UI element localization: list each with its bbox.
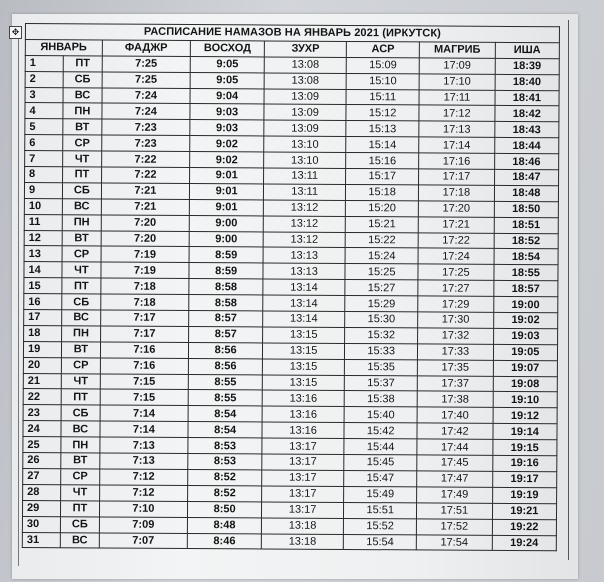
day-cell: 8 [25, 167, 63, 183]
sunrise-cell: 9:04 [190, 88, 264, 104]
weekday-cell: ПН [61, 437, 99, 453]
weekday-cell: ПТ [62, 278, 100, 294]
asr-cell: 15:20 [346, 200, 419, 216]
isha-cell: 18:54 [494, 249, 558, 265]
day-cell: 2 [25, 71, 63, 87]
isha-cell: 19:17 [492, 471, 556, 487]
maghrib-cell: 17:20 [418, 201, 494, 217]
column-header-month: ЯНВАРЬ [25, 39, 102, 55]
zuhr-cell: 13:17 [262, 470, 344, 486]
zuhr-cell: 13:15 [262, 343, 344, 359]
isha-cell: 18:57 [494, 281, 558, 297]
zuhr-cell: 13:14 [263, 279, 345, 295]
isha-cell: 19:19 [492, 487, 556, 503]
isha-cell: 19:03 [493, 328, 557, 344]
maghrib-cell: 17:54 [416, 534, 492, 550]
isha-cell: 19:22 [492, 519, 556, 535]
fajr-cell: 7:23 [101, 119, 190, 135]
zuhr-cell: 13:11 [264, 168, 346, 184]
isha-cell: 18:42 [495, 106, 559, 122]
sunrise-cell: 8:52 [188, 469, 262, 485]
fajr-cell: 7:12 [99, 485, 188, 501]
zuhr-cell: 13:09 [264, 104, 346, 120]
sunrise-cell: 8:52 [188, 485, 262, 501]
weekday-cell: СР [63, 135, 101, 151]
maghrib-cell: 17:27 [418, 280, 494, 296]
asr-cell: 15:17 [346, 168, 419, 184]
fajr-cell: 7:14 [100, 405, 189, 421]
day-cell: 9 [24, 182, 62, 198]
asr-cell: 15:42 [344, 423, 417, 439]
weekday-cell: СБ [61, 516, 99, 532]
zuhr-cell: 13:17 [262, 454, 344, 470]
zuhr-cell: 13:18 [261, 533, 343, 549]
weekday-cell: ПТ [63, 56, 101, 72]
fajr-cell: 7:17 [100, 310, 189, 326]
maghrib-cell: 17:24 [418, 248, 494, 264]
day-cell: 6 [25, 135, 63, 151]
day-cell: 13 [24, 246, 62, 262]
zuhr-cell: 13:16 [262, 390, 344, 406]
asr-cell: 15:54 [344, 534, 417, 550]
isha-cell: 18:39 [495, 58, 559, 74]
day-cell: 14 [24, 262, 62, 278]
maghrib-cell: 17:45 [417, 455, 493, 471]
fajr-cell: 7:25 [102, 72, 191, 88]
day-cell: 19 [23, 341, 61, 357]
column-header-isha: ИША [495, 42, 559, 58]
maghrib-cell: 17:47 [417, 471, 493, 487]
asr-cell: 15:10 [346, 73, 419, 89]
zuhr-cell: 13:18 [261, 518, 343, 534]
page-margin-line-left [18, 26, 19, 566]
maghrib-cell: 17:32 [418, 328, 494, 344]
sunrise-cell: 8:54 [188, 406, 262, 422]
isha-cell: 19:21 [492, 503, 556, 519]
fajr-cell: 7:13 [99, 437, 188, 453]
zuhr-cell: 13:09 [264, 89, 346, 105]
zuhr-cell: 13:17 [262, 438, 344, 454]
sunrise-cell: 8:53 [188, 454, 262, 470]
weekday-cell: ВС [63, 87, 101, 103]
fajr-cell: 7:18 [100, 278, 189, 294]
sunrise-cell: 8:57 [189, 326, 263, 342]
sunrise-cell: 8:58 [189, 295, 263, 311]
weekday-cell: ПТ [61, 500, 99, 516]
sunrise-cell: 8:58 [189, 279, 263, 295]
fajr-cell: 7:09 [99, 517, 188, 533]
maghrib-cell: 17:17 [419, 169, 495, 185]
sunrise-cell: 8:46 [188, 533, 262, 549]
zuhr-cell: 13:08 [264, 57, 346, 73]
fajr-cell: 7:14 [100, 421, 189, 437]
isha-cell: 19:12 [493, 408, 557, 424]
weekday-cell: СБ [61, 405, 99, 421]
zuhr-cell: 13:10 [264, 136, 346, 152]
sunrise-cell: 9:00 [189, 215, 263, 231]
asr-cell: 15:25 [345, 264, 418, 280]
sunrise-cell: 9:02 [190, 136, 264, 152]
isha-cell: 19:24 [492, 535, 556, 551]
fajr-cell: 7:15 [100, 374, 189, 390]
table-title: РАСПИСАНИЕ НАМАЗОВ НА ЯНВАРЬ 2021 (ИРКУТСК) [25, 24, 559, 43]
maghrib-cell: 17:16 [419, 153, 495, 169]
weekday-cell: СР [62, 357, 100, 373]
weekday-cell: ЧТ [62, 373, 100, 389]
prayer-schedule-table [22, 23, 560, 552]
maghrib-cell: 17:25 [418, 264, 494, 280]
asr-cell: 15:40 [344, 407, 417, 423]
sunrise-cell: 8:56 [189, 358, 263, 374]
fajr-cell: 7:15 [100, 389, 189, 405]
maghrib-cell: 17:42 [417, 423, 493, 439]
weekday-cell: ВТ [61, 453, 99, 469]
weekday-cell: СБ [63, 71, 101, 87]
isha-cell: 18:43 [494, 122, 558, 138]
isha-cell: 18:47 [494, 169, 558, 185]
asr-cell: 15:38 [344, 391, 417, 407]
page-margin-line-right [568, 20, 569, 560]
maghrib-cell: 17:22 [418, 232, 494, 248]
sunrise-cell: 8:56 [189, 342, 263, 358]
isha-cell: 19:02 [493, 312, 557, 328]
sunrise-cell: 9:01 [190, 199, 264, 215]
sunrise-cell: 8:53 [188, 438, 262, 454]
fajr-cell: 7:24 [101, 103, 190, 119]
weekday-cell: СБ [62, 294, 100, 310]
weekday-cell: ПН [62, 214, 100, 230]
sunrise-cell: 8:55 [189, 374, 263, 390]
isha-cell: 19:05 [493, 344, 557, 360]
sunrise-cell: 8:55 [188, 390, 262, 406]
sunrise-cell: 9:00 [189, 231, 263, 247]
asr-cell: 15:35 [345, 359, 418, 375]
isha-cell: 18:50 [494, 201, 558, 217]
maghrib-cell: 17:10 [419, 74, 495, 90]
asr-cell: 15:24 [345, 248, 418, 264]
fajr-cell: 7:12 [99, 469, 188, 485]
day-cell: 28 [23, 484, 61, 500]
weekday-cell: ЧТ [61, 485, 99, 501]
day-cell: 23 [23, 405, 61, 421]
day-cell: 26 [23, 453, 61, 469]
isha-cell: 18:41 [495, 90, 559, 106]
maghrib-cell: 17:30 [418, 312, 494, 328]
isha-cell: 19:08 [493, 376, 557, 392]
isha-cell: 18:44 [494, 138, 558, 154]
asr-cell: 15:11 [346, 89, 419, 105]
zuhr-cell: 13:09 [264, 120, 346, 136]
sunrise-cell: 9:05 [190, 72, 264, 88]
maghrib-cell: 17:52 [416, 519, 492, 535]
sunrise-cell: 9:01 [190, 168, 264, 184]
isha-cell: 18:55 [494, 265, 558, 281]
isha-cell: 19:10 [493, 392, 557, 408]
sunrise-cell: 9:03 [190, 120, 264, 136]
day-cell: 15 [24, 278, 62, 294]
maghrib-cell: 17:35 [417, 360, 493, 376]
weekday-cell: ПТ [61, 389, 99, 405]
zuhr-cell: 13:12 [263, 232, 345, 248]
asr-cell: 15:32 [345, 327, 418, 343]
weekday-cell: СР [61, 469, 99, 485]
day-cell: 3 [25, 87, 63, 103]
day-cell: 5 [25, 119, 63, 135]
maghrib-cell: 17:37 [417, 375, 493, 391]
fajr-cell: 7:20 [101, 215, 190, 231]
weekday-cell: ВС [61, 421, 99, 437]
day-cell: 24 [23, 421, 61, 437]
fajr-cell: 7:21 [101, 199, 190, 215]
day-cell: 25 [23, 437, 61, 453]
maghrib-cell: 17:33 [418, 344, 494, 360]
weekday-cell: ВТ [63, 119, 101, 135]
fajr-cell: 7:16 [100, 342, 189, 358]
sunrise-cell: 8:57 [189, 311, 263, 327]
maghrib-cell: 17:09 [419, 58, 495, 74]
isha-cell: 19:07 [493, 360, 557, 376]
asr-cell: 15:47 [344, 470, 417, 486]
asr-cell: 15:18 [346, 184, 419, 200]
day-cell: 4 [25, 103, 63, 119]
weekday-cell: ПН [63, 103, 101, 119]
sunrise-cell: 9:02 [190, 152, 264, 168]
asr-cell: 15:22 [345, 232, 418, 248]
fajr-cell: 7:25 [102, 56, 191, 72]
column-header-asr: АСР [347, 41, 420, 57]
zuhr-cell: 13:14 [263, 295, 345, 311]
table-row [22, 532, 556, 551]
zuhr-cell: 13:12 [263, 200, 345, 216]
zuhr-cell: 13:17 [261, 502, 343, 518]
day-cell: 7 [25, 151, 63, 167]
sunrise-cell: 8:59 [189, 263, 263, 279]
asr-cell: 15:51 [344, 502, 417, 518]
sunrise-cell: 9:03 [190, 104, 264, 120]
maghrib-cell: 17:49 [417, 487, 493, 503]
sunrise-cell: 9:05 [190, 56, 264, 72]
maghrib-cell: 17:40 [417, 407, 493, 423]
column-header-fajr: ФАДЖР [102, 40, 191, 56]
isha-cell: 18:48 [494, 185, 558, 201]
fajr-cell: 7:21 [101, 183, 190, 199]
maghrib-cell: 17:13 [419, 121, 495, 137]
isha-cell: 18:46 [494, 153, 558, 169]
fajr-cell: 7:18 [100, 294, 189, 310]
maghrib-cell: 17:44 [417, 439, 493, 455]
day-cell: 20 [23, 357, 61, 373]
asr-cell: 15:09 [347, 57, 420, 73]
zuhr-cell: 13:10 [264, 152, 346, 168]
sunrise-cell: 8:50 [188, 501, 262, 517]
weekday-cell: ЧТ [62, 262, 100, 278]
sunrise-cell: 8:48 [188, 517, 262, 533]
fajr-cell: 7:22 [101, 167, 190, 183]
column-header-sunrise: ВОСХОД [191, 40, 265, 56]
day-cell: 17 [24, 310, 62, 326]
day-cell: 30 [22, 516, 60, 532]
fajr-cell: 7:17 [100, 326, 189, 342]
fajr-cell: 7:07 [99, 532, 188, 548]
asr-cell: 15:45 [344, 455, 417, 471]
fajr-cell: 7:20 [101, 231, 190, 247]
isha-cell: 19:15 [493, 440, 557, 456]
zuhr-cell: 13:16 [262, 406, 344, 422]
sunrise-cell: 8:59 [189, 247, 263, 263]
table-move-handle-icon[interactable]: ✥ [9, 26, 22, 39]
day-cell: 27 [23, 468, 61, 484]
zuhr-cell: 13:08 [264, 73, 346, 89]
column-header-zuhr: ЗУХР [264, 41, 346, 57]
weekday-cell: СР [62, 246, 100, 262]
fajr-cell: 7:19 [101, 246, 190, 262]
zuhr-cell: 13:15 [262, 375, 344, 391]
asr-cell: 15:37 [345, 375, 418, 391]
maghrib-cell: 17:38 [417, 391, 493, 407]
schedule-body [22, 55, 559, 551]
asr-cell: 15:44 [344, 439, 417, 455]
zuhr-cell: 13:12 [263, 216, 345, 232]
zuhr-cell: 13:17 [262, 486, 344, 502]
asr-cell: 15:30 [345, 311, 418, 327]
fajr-cell: 7:22 [101, 151, 190, 167]
day-cell: 12 [24, 230, 62, 246]
day-cell: 29 [22, 500, 60, 516]
fajr-cell: 7:23 [101, 135, 190, 151]
weekday-cell: ПТ [63, 167, 101, 183]
maghrib-cell: 17:14 [419, 137, 495, 153]
column-header-maghrib: МАГРИБ [419, 42, 495, 58]
weekday-cell: ВТ [62, 230, 100, 246]
fajr-cell: 7:13 [99, 453, 188, 469]
weekday-cell: СБ [63, 183, 101, 199]
zuhr-cell: 13:11 [263, 184, 345, 200]
day-cell: 10 [24, 198, 62, 214]
asr-cell: 15:52 [344, 518, 417, 534]
weekday-cell: ПН [62, 326, 100, 342]
fajr-cell: 7:19 [100, 262, 189, 278]
weekday-cell: ВС [61, 532, 99, 548]
sunrise-cell: 9:01 [190, 183, 264, 199]
asr-cell: 15:21 [346, 216, 419, 232]
zuhr-cell: 13:13 [263, 247, 345, 263]
isha-cell: 19:14 [493, 424, 557, 440]
asr-cell: 15:12 [346, 105, 419, 121]
asr-cell: 15:27 [345, 280, 418, 296]
isha-cell: 18:51 [494, 217, 558, 233]
fajr-cell: 7:16 [100, 358, 189, 374]
maghrib-cell: 17:29 [418, 296, 494, 312]
day-cell: 31 [22, 532, 60, 548]
fajr-cell: 7:10 [99, 501, 188, 517]
isha-cell: 18:52 [494, 233, 558, 249]
zuhr-cell: 13:14 [263, 311, 345, 327]
isha-cell: 19:00 [493, 297, 557, 313]
isha-cell: 18:40 [495, 74, 559, 90]
maghrib-cell: 17:21 [418, 217, 494, 233]
asr-cell: 15:29 [345, 296, 418, 312]
weekday-cell: ЧТ [63, 151, 101, 167]
sunrise-cell: 8:54 [188, 422, 262, 438]
zuhr-cell: 13:15 [263, 327, 345, 343]
zuhr-cell: 13:16 [262, 422, 344, 438]
day-cell: 16 [24, 294, 62, 310]
asr-cell: 15:33 [345, 343, 418, 359]
maghrib-cell: 17:12 [419, 105, 495, 121]
asr-cell: 15:49 [344, 486, 417, 502]
zuhr-cell: 13:13 [263, 263, 345, 279]
day-cell: 1 [25, 55, 63, 71]
zuhr-cell: 13:15 [262, 359, 344, 375]
weekday-cell: ВС [62, 310, 100, 326]
weekday-cell: ВТ [62, 342, 100, 358]
maghrib-cell: 17:51 [417, 503, 493, 519]
day-cell: 18 [24, 325, 62, 341]
asr-cell: 15:13 [346, 121, 419, 137]
day-cell: 11 [24, 214, 62, 230]
isha-cell: 19:16 [492, 455, 556, 471]
weekday-cell: ВС [63, 199, 101, 215]
fajr-cell: 7:24 [102, 88, 191, 104]
maghrib-cell: 17:11 [419, 89, 495, 105]
asr-cell: 15:16 [346, 153, 419, 169]
maghrib-cell: 17:18 [419, 185, 495, 201]
day-cell: 22 [23, 389, 61, 405]
asr-cell: 15:14 [346, 137, 419, 153]
day-cell: 21 [23, 373, 61, 389]
